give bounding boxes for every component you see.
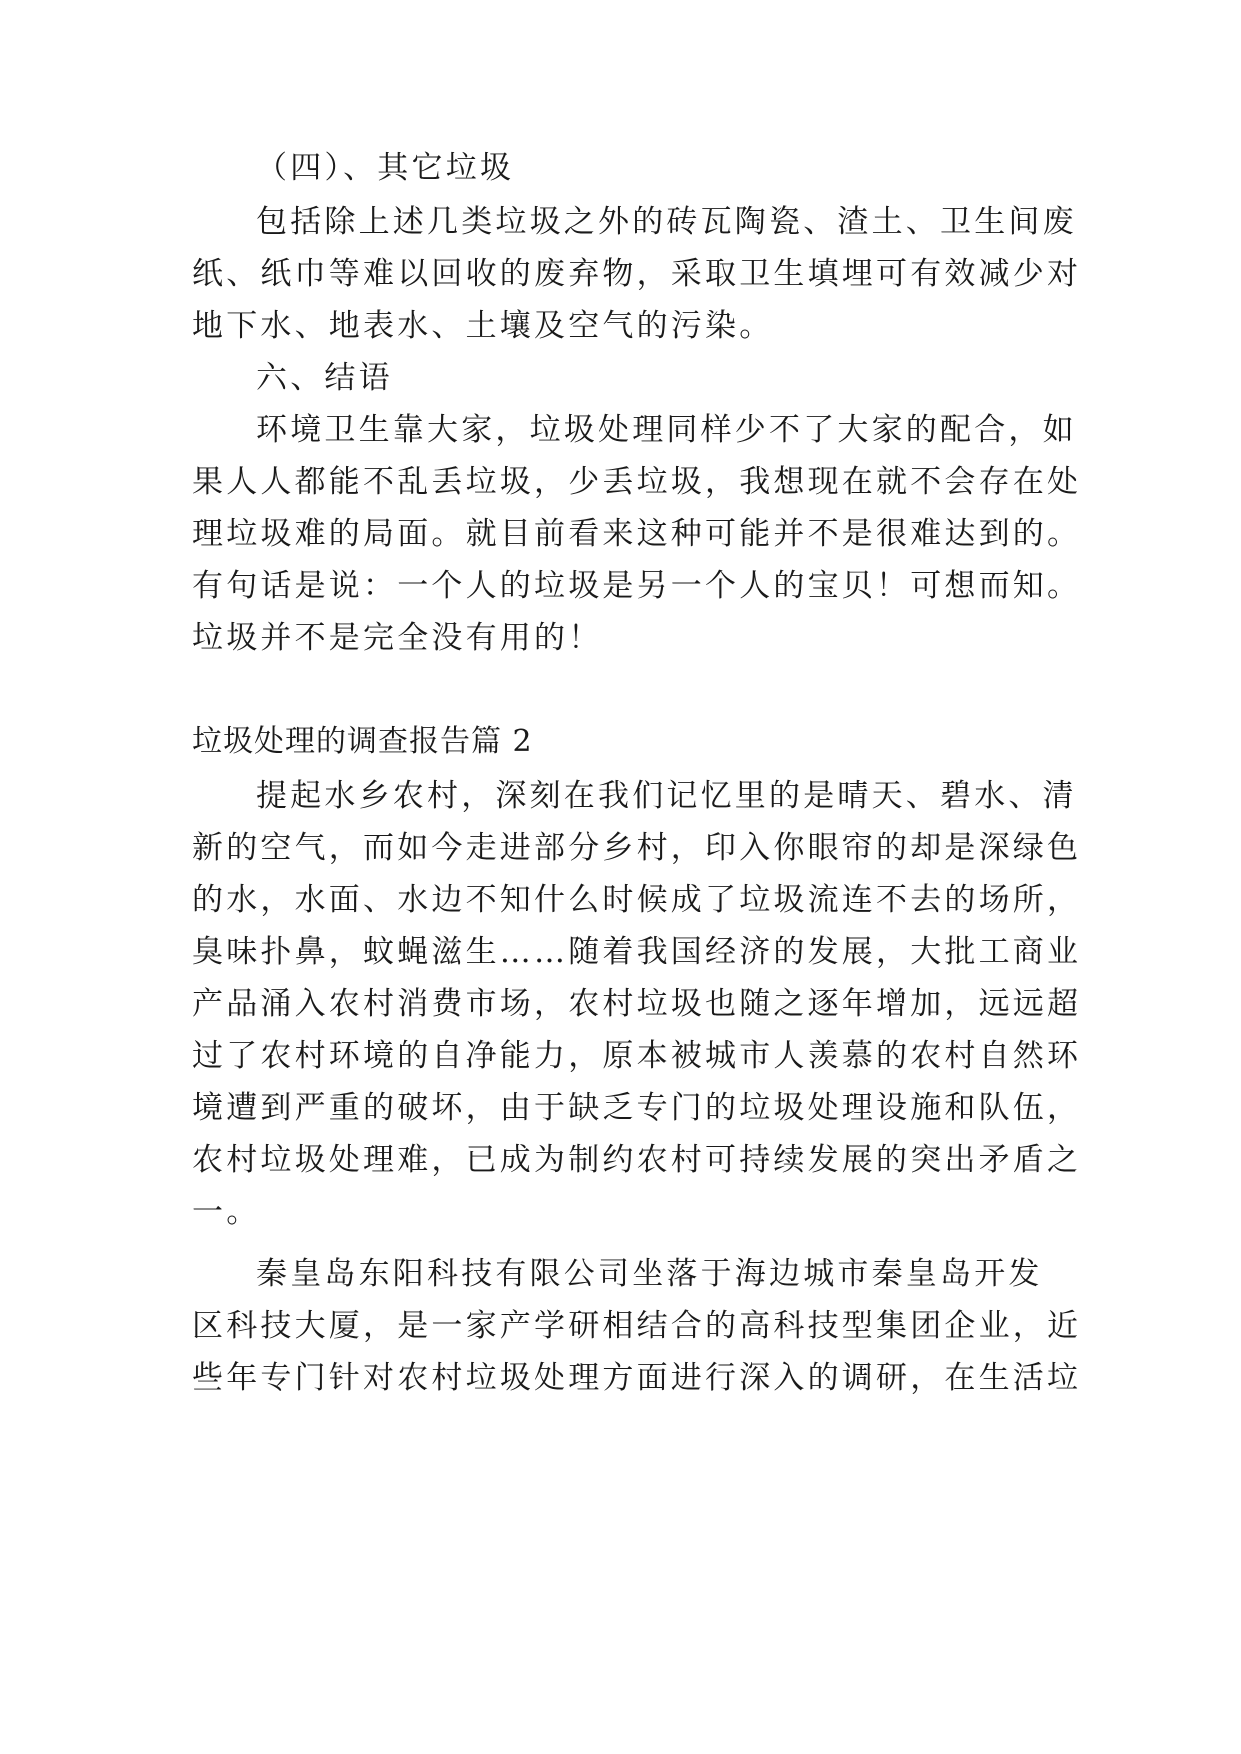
paragraph-line: 产品涌入农村消费市场，农村垃圾也随之逐年增加，远远超	[192, 986, 1082, 1022]
paragraph-line: 纸、纸巾等难以回收的废弃物，采取卫生填埋可有效减少对	[192, 256, 1082, 292]
section-heading-conclusion: 六、结语	[256, 360, 393, 396]
paragraph-line: 理垃圾难的局面。就目前看来这种可能并不是很难达到的。	[192, 516, 1082, 552]
paragraph-line: 秦皇岛东阳科技有限公司坐落于海边城市秦皇岛开发	[256, 1256, 1043, 1292]
paragraph-line: 地下水、地表水、土壤及空气的污染。	[192, 308, 774, 344]
paragraph-line: 农村垃圾处理难，已成为制约农村可持续发展的突出矛盾之	[192, 1142, 1082, 1178]
paragraph-line: 区科技大厦，是一家产学研相结合的高科技型集团企业，近	[192, 1308, 1082, 1344]
paragraph-line: 垃圾并不是完全没有用的！	[192, 620, 603, 656]
paragraph-line: 境遭到严重的破坏，由于缺乏专门的垃圾处理设施和队伍，	[192, 1090, 1082, 1126]
section-heading-other-garbage: （四）、其它垃圾	[256, 150, 515, 186]
paragraph-line: 新的空气，而如今走进部分乡村，印入你眼帘的却是深绿色	[192, 830, 1082, 866]
paragraph-line: 提起水乡农村，深刻在我们记忆里的是晴天、碧水、清	[256, 778, 1077, 814]
paragraph-line: 的水，水面、水边不知什么时候成了垃圾流连不去的场所，	[192, 882, 1082, 918]
paragraph-line: 过了农村环境的自净能力，原本被城市人羡慕的农村自然环	[192, 1038, 1082, 1074]
paragraph-line: 臭味扑鼻，蚊蝇滋生……随着我国经济的发展，大批工商业	[192, 934, 1082, 970]
paragraph-line: 有句话是说：一个人的垃圾是另一个人的宝贝！可想而知。	[192, 568, 1082, 604]
paragraph-line: 环境卫生靠大家，垃圾处理同样少不了大家的配合，如	[256, 412, 1077, 448]
article-title: 垃圾处理的调查报告篇 2	[192, 724, 533, 759]
paragraph-line: 包括除上述几类垃圾之外的砖瓦陶瓷、渣土、卫生间废	[256, 204, 1077, 240]
paragraph-line: 一。	[192, 1194, 261, 1230]
paragraph-line: 果人人都能不乱丢垃圾，少丢垃圾，我想现在就不会存在处	[192, 464, 1082, 500]
paragraph-line: 些年专门针对农村垃圾处理方面进行深入的调研，在生活垃	[192, 1360, 1082, 1396]
